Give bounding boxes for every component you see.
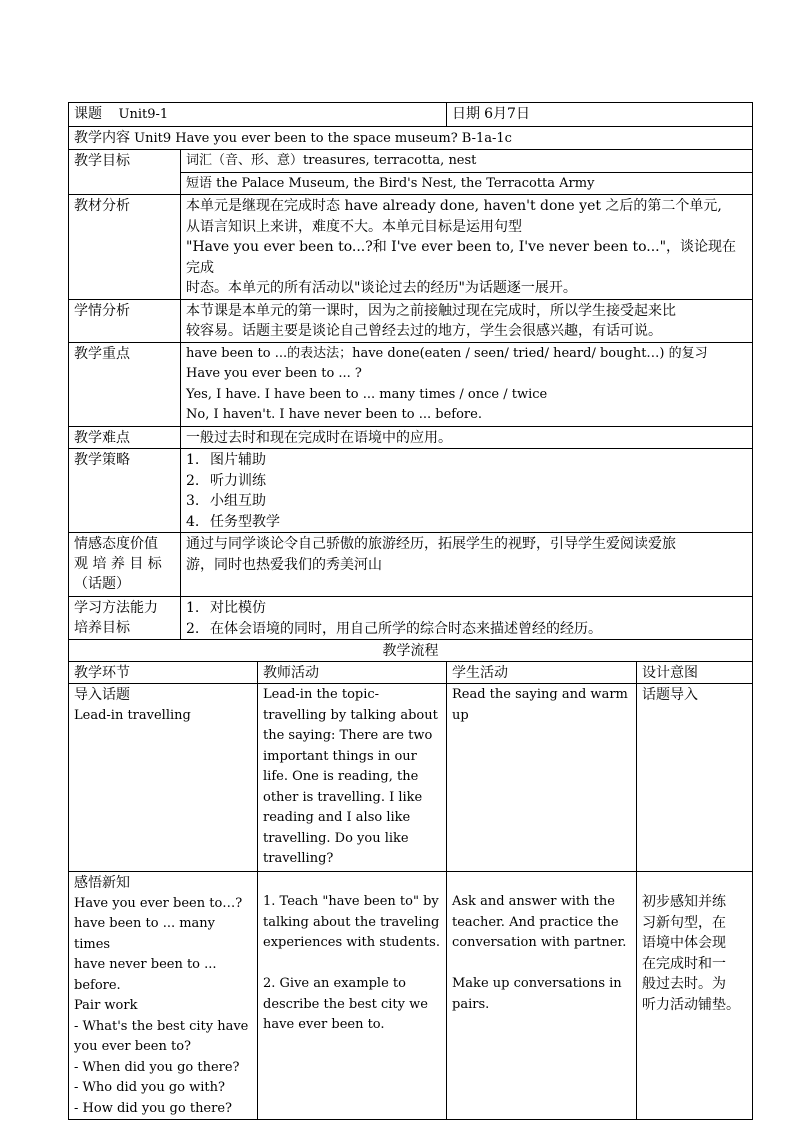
goals-phrases: 短语 the Palace Museum, the Bird's Nest, the Terracotta Army	[181, 172, 753, 195]
strategy-item: 2. 听力训练	[186, 472, 266, 489]
emotion-line: 游，同时也热爱我们的秀美河山	[186, 556, 382, 573]
strategy-item: 1. 图片辅助	[186, 452, 266, 468]
students-line: 较容易。话题主要是谈论自己曾经去过的地方，学生会很感兴趣，有话可说。	[186, 323, 662, 339]
new-stage: 感悟新知 Have you ever been to…? have been to ... many times have never been to ... before. Pair work - What's the best city have you ever been to? - When did you go there? - Who did you go with? - How did you go there?	[69, 872, 258, 1120]
topic-row	[69, 103, 753, 127]
process-row-leadin	[69, 684, 753, 872]
students-line: 本节课是本单元的第一课时，因为之前接触过现在完成时，所以学生接受起来比	[186, 302, 676, 319]
emotion-label: 情感态度价值 观 培 养 目 标 （话题）	[69, 533, 181, 597]
method-item: 2. 在体会语境的同时，用自己所学的综合时态来描述曾经的经历。	[186, 620, 602, 637]
strategy-item: 3. 小组互助	[186, 493, 266, 509]
date-cell	[447, 103, 753, 127]
goals-row-vocab	[69, 150, 753, 173]
method-row	[69, 597, 753, 640]
header-intent: 设计意图	[637, 662, 753, 684]
key-point-line: Have you ever been to ... ?	[186, 366, 362, 381]
goals-label: 教学目标	[69, 150, 181, 195]
emotion-row	[69, 533, 753, 597]
difficulty-text: 一般过去时和现在完成时在语境中的应用。	[181, 426, 753, 449]
difficulty-label: 教学难点	[69, 426, 181, 449]
difficulty-row	[69, 426, 753, 449]
key-points-text	[181, 342, 753, 426]
strategy-list	[181, 449, 753, 533]
process-header-row	[69, 662, 753, 684]
emotion-text	[181, 533, 753, 597]
process-title-row	[69, 640, 753, 662]
method-list	[181, 597, 753, 640]
leadin-intent: 话题导入	[637, 684, 753, 872]
material-text	[181, 195, 753, 300]
header-stage: 教学环节	[69, 662, 258, 684]
strategy-label: 教学策略	[69, 449, 181, 533]
key-points-label: 教学重点	[69, 342, 181, 426]
topic-value: Unit9-1	[118, 107, 169, 122]
students-label: 学情分析	[69, 299, 181, 342]
method-label: 学习方法能力 培养目标	[69, 597, 181, 640]
lesson-plan-table	[68, 102, 753, 1120]
header-teacher: 教师活动	[258, 662, 447, 684]
key-point-line: Yes, I have. I have been to ... many times / once / twice	[186, 386, 548, 402]
topic-label: 课题	[74, 106, 102, 122]
method-item: 1. 对比模仿	[186, 600, 266, 616]
content-value: Unit9 Have you ever been to the space museum? B-1a-1c	[134, 130, 512, 146]
date-value: 6月7日	[484, 106, 530, 122]
strategy-item: 4. 任务型教学	[186, 513, 280, 530]
key-point-line: No, I haven't. I have never been to ... before.	[186, 407, 482, 422]
key-point-line: have been to ...的表达法；have done(eaten / seen/ tried/ heard/ bought…) 的复习	[186, 345, 708, 361]
process-row-new	[69, 872, 753, 1120]
new-teacher: 1. Teach "have been to" by talking about the traveling experiences with students. 2. Give an example to describe the best city we have ever been to.	[258, 872, 447, 1120]
date-label: 日期	[452, 106, 480, 122]
emotion-line: 通过与同学谈论令自己骄傲的旅游经历，拓展学生的视野，引导学生爱阅读爱旅	[186, 536, 676, 552]
strategy-row	[69, 449, 753, 533]
content-row	[69, 126, 753, 150]
process-title: 教学流程	[69, 640, 753, 662]
new-student: Ask and answer with the teacher. And practice the conversation with partner. Make up conversations in pairs.	[447, 872, 637, 1120]
material-line: "Have you ever been to...?和 I've ever been to, I've never been to..."，谈论现在完成	[186, 239, 737, 276]
goals-vocab: 词汇（音、形、意）treasures, terracotta, nest	[181, 150, 753, 173]
key-points-row	[69, 342, 753, 426]
material-line: 从语言知识上来讲，难度不大。本单元目标是运用句型	[186, 218, 522, 235]
material-line: 本单元是继现在完成时态 have already done, haven't done yet 之后的第二个单元,	[186, 198, 722, 214]
material-row	[69, 195, 753, 300]
students-text	[181, 299, 753, 342]
material-label: 教材分析	[69, 195, 181, 300]
content-cell	[69, 126, 753, 150]
topic-cell	[69, 103, 447, 127]
material-line: 时态。本单元的所有活动以"谈论过去的经历"为话题逐一展开。	[186, 280, 577, 296]
new-intent: 初步感知并练 习新句型，在 语境中体会现 在完成时和一 般过去时。为 听力活动铺垫。	[637, 872, 753, 1120]
content-label: 教学内容	[74, 129, 130, 146]
leadin-teacher: Lead-in the topic- travelling by talking about the saying: There are two important things in our life. One is reading, the other is travelling. I like reading and I also like travelling. Do you like travelling?	[258, 684, 447, 872]
students-row	[69, 299, 753, 342]
header-student: 学生活动	[447, 662, 637, 684]
leadin-student: Read the saying and warm up	[447, 684, 637, 872]
leadin-stage: 导入话题 Lead-in travelling	[69, 684, 258, 872]
